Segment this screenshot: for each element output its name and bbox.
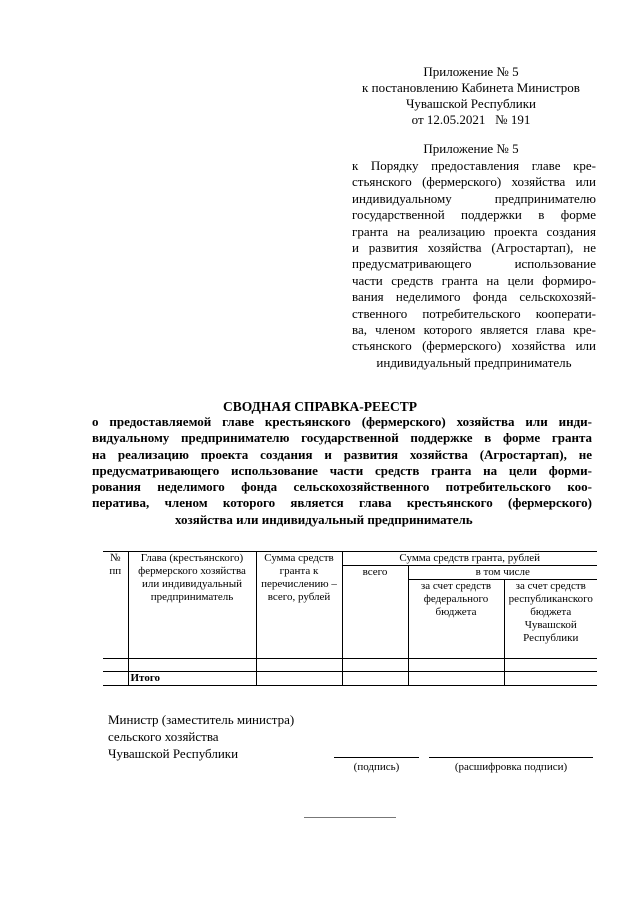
appendix-procedure-line: к Порядку предоставления главе кре- bbox=[352, 158, 596, 173]
col-federal-header: за счет средств федерального бюджета bbox=[408, 580, 504, 659]
appendix-procedure-line: ва, членом которого является глава кре- bbox=[352, 322, 596, 338]
col-grant-header: Сумма средств гранта, рублей bbox=[342, 552, 597, 566]
table-cell bbox=[256, 672, 342, 686]
signature-caption: (подпись) bbox=[353, 761, 400, 773]
appendix-procedure-line: индивидуальный предприниматель bbox=[376, 354, 572, 370]
appendix-procedure-line: вания неделимого фонда сельскохозяй- bbox=[352, 289, 596, 305]
col-republic-header: за счет средств республиканского бюджета Чувашской Республики bbox=[504, 580, 597, 659]
appendix-procedure-line: предусматривающего использование bbox=[352, 256, 596, 272]
appendix-procedure-line: и развития хозяйства (Агростартап), не bbox=[352, 240, 596, 256]
col-sum-header: Сумма средств гранта к перечислению – всего, рублей bbox=[256, 552, 342, 659]
subtitle-line: видуальному предпринимателю государственной поддержке в форме гранта bbox=[92, 430, 592, 446]
table-cell bbox=[256, 659, 342, 672]
appendix-procedure-title: Приложение № 5 bbox=[423, 141, 519, 156]
appendix-procedure-line: ственного потребительского кооперати- bbox=[352, 305, 596, 321]
table-cell bbox=[103, 659, 128, 672]
subtitle-line: на реализацию проекта создания и развития хозяйства (Агростартап), не bbox=[92, 446, 592, 462]
appendix-line: Приложение № 5 bbox=[423, 64, 519, 79]
table-cell bbox=[103, 672, 128, 686]
registry-table bbox=[103, 551, 597, 686]
subtitle-line: рования неделимого фонда сельскохозяйственного потребительского коо- bbox=[92, 479, 592, 495]
appendix-line: Чувашской Республики bbox=[405, 96, 537, 111]
total-label: Итого bbox=[128, 672, 256, 686]
end-divider bbox=[304, 817, 396, 818]
col-head-header: Глава (крестьянского) фермерского хозяйства или индивидуальный предприниматель bbox=[128, 552, 256, 659]
col-number-header: № пп bbox=[103, 552, 128, 659]
table-cell bbox=[342, 672, 408, 686]
signatory-line: Министр (заместитель министра) bbox=[108, 712, 295, 727]
appendix-procedure-line: части средств гранта на цели формиро- bbox=[352, 272, 596, 288]
appendix-procedure-line: стьянского (фермерского) хозяйства или bbox=[352, 338, 596, 354]
signature-line bbox=[334, 757, 419, 758]
appendix-resolution-header bbox=[346, 64, 596, 128]
document-title: СВОДНАЯ СПРАВКА-РЕЕСТР bbox=[222, 399, 418, 414]
subtitle-line: предусматривающего использование части средств гранта на цели форми- bbox=[92, 462, 592, 478]
signatory-line: сельского хозяйства bbox=[108, 729, 219, 744]
subtitle-line: о предоставляемой главе крестьянского (фермерского) хозяйства или инди- bbox=[92, 414, 592, 429]
signatory-line: Чувашской Республики bbox=[108, 746, 239, 761]
subtitle-line: хозяйства или индивидуальный предприниматель bbox=[175, 511, 473, 527]
table-cell bbox=[504, 672, 597, 686]
appendix-procedure-text bbox=[352, 158, 596, 371]
signature-decode-caption: (расшифровка подписи) bbox=[454, 761, 568, 773]
table-cell bbox=[408, 659, 504, 672]
subtitle-line: ператива, членом которого является глава крестьянского (фермерского) bbox=[92, 495, 592, 511]
signature-decode-line bbox=[429, 757, 593, 758]
appendix-procedure-line: гранта на реализацию проекта создания bbox=[352, 223, 596, 239]
document-subtitle bbox=[92, 414, 592, 528]
appendix-procedure-line: индивидуальному предпринимателю bbox=[352, 190, 596, 206]
table-cell bbox=[128, 659, 256, 672]
col-total-header: всего bbox=[342, 566, 408, 659]
table-row bbox=[103, 659, 597, 672]
appendix-procedure-line: государственной поддержки в форме bbox=[352, 207, 596, 223]
table-cell bbox=[504, 659, 597, 672]
appendix-procedure-line: стьянского (фермерского) хозяйства или bbox=[352, 174, 596, 190]
signatory-position bbox=[108, 711, 348, 762]
table-total-row bbox=[103, 672, 597, 686]
table-cell bbox=[342, 659, 408, 672]
appendix-line: к постановлению Кабинета Министров bbox=[362, 80, 580, 95]
appendix-line: от 12.05.2021 № 191 bbox=[411, 112, 531, 127]
table-cell bbox=[408, 672, 504, 686]
col-including-header: в том числе bbox=[408, 566, 597, 580]
